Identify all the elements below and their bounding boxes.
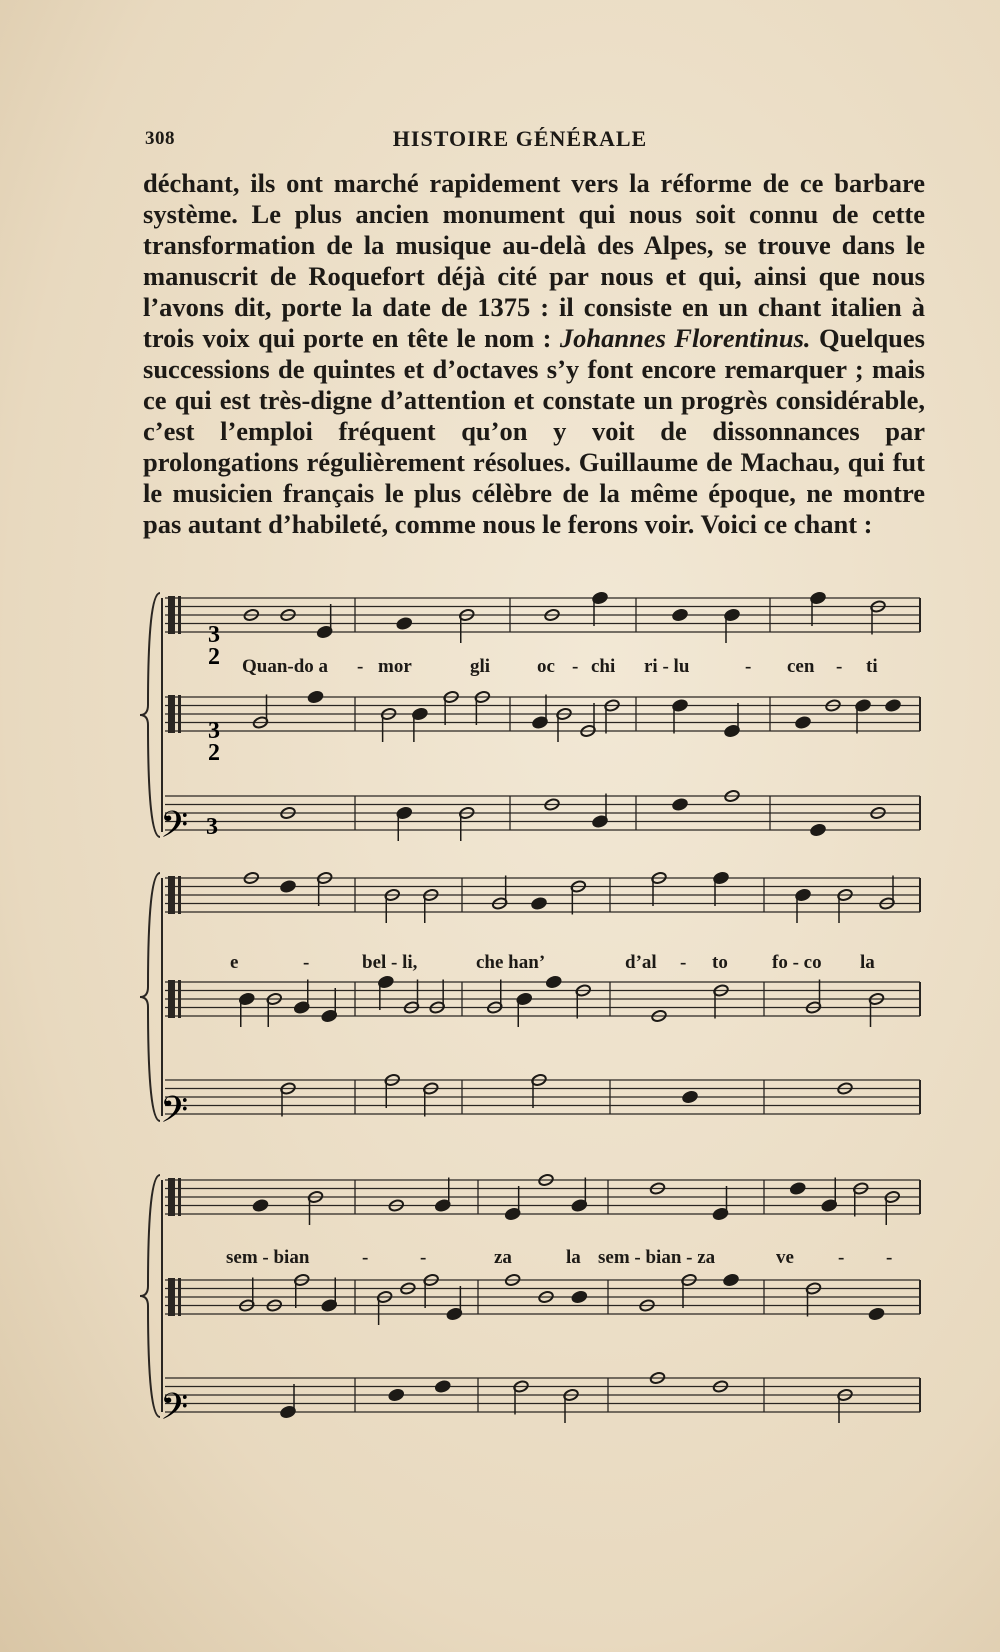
note-head: [723, 1273, 739, 1286]
body-text-before: déchant, ils ont marché rapidement vers la réforme de ce barbare système. Le plus ancien monument qui nous soit connu de cette transformation de la musique au-delà des Alpes, se trouve dans le manuscrit de Roquefort déjà cité par nous et qui, ainsi que nous l’avons dit, porte la date de 1375 : il consiste en un chant italien à trois voix qui porte en tête le nom :: [143, 168, 925, 353]
lyric: mor: [378, 656, 412, 677]
lyric: d’al: [625, 952, 657, 973]
lyric: la: [566, 1247, 581, 1268]
lyric: -: [886, 1247, 893, 1268]
c-clef-icon: [168, 695, 175, 733]
lyric: fo - co: [772, 952, 822, 973]
lyric: -: [838, 1247, 845, 1268]
c-clef-icon: [178, 1278, 181, 1316]
c-clef-icon: [178, 876, 181, 914]
note-head: [885, 699, 901, 712]
lyric: Quan-do a: [242, 656, 329, 677]
lyric: ve: [776, 1247, 794, 1268]
lyric: -: [362, 1247, 369, 1268]
note-head: [795, 716, 811, 729]
lyric: e: [230, 952, 239, 973]
c-clef-icon: [168, 1178, 175, 1216]
c-clef-icon: [168, 876, 175, 914]
staff-lines: [140, 593, 920, 1417]
time-signature-top: 3: [208, 622, 220, 648]
note-head: [546, 975, 562, 988]
c-clef-icon: [168, 596, 175, 634]
system-brace: [140, 1175, 160, 1417]
note-head: [252, 1199, 268, 1212]
page-number: 308: [145, 128, 175, 149]
note-head: [672, 798, 688, 811]
lyric: to: [712, 952, 728, 973]
lyric: chi: [591, 656, 616, 677]
lyric: -: [420, 1247, 427, 1268]
note-head: [531, 897, 547, 910]
bass-clef-icon: 𝄢: [160, 1387, 189, 1436]
c-clef-icon: [178, 980, 181, 1018]
system-brace: [140, 873, 160, 1121]
lyric: -: [680, 952, 687, 973]
note-head: [790, 1182, 806, 1195]
note-head: [868, 1307, 884, 1320]
lyric: -: [572, 656, 579, 677]
note-head: [682, 1090, 698, 1103]
time-signature-top: 3: [206, 814, 218, 840]
lyric: -: [745, 656, 752, 677]
lyric: -: [836, 656, 843, 677]
title-italic: Johannes Florentinus.: [559, 323, 811, 353]
note-head: [435, 1380, 451, 1393]
system-brace: [140, 593, 160, 837]
note-head: [396, 617, 412, 630]
note-head: [388, 1388, 404, 1401]
lyric: gli: [470, 656, 491, 677]
lyric: za: [494, 1247, 512, 1268]
bass-clef-icon: 𝄢: [160, 805, 189, 854]
lyric: oc: [537, 656, 555, 677]
time-signature-top: 3: [208, 718, 220, 744]
bass-clef-icon: 𝄢: [160, 1090, 189, 1139]
lyric: sem - bian: [226, 1247, 310, 1268]
lyric: che han’: [476, 952, 546, 973]
time-signature-bottom: 2: [208, 644, 220, 670]
note-head: [307, 690, 323, 703]
note-head: [280, 880, 296, 893]
c-clef-icon: [168, 1278, 175, 1316]
body-text-after: Quelques successions de quintes et d’octaves s’y font encore remarquer ; mais ce qui est très-digne d’attention et constate un progrès considérable, c’est l’emploi fréquent qu’on y voit de dissonnances par prolongations régulièrement résolues. Guillaume de Machau, qui fut le musicien français le plus célèbre de la même époque, ne montre pas autant d’habileté, comme nous le ferons voir. Voici ce chant :: [143, 323, 925, 539]
c-clef-icon: [178, 1178, 181, 1216]
c-clef-icon: [178, 695, 181, 733]
lyric: ri - lu: [644, 656, 690, 677]
note-head: [672, 608, 688, 621]
lyric: cen: [787, 656, 815, 677]
running-head: HISTOIRE GÉNÉRALE: [392, 126, 648, 151]
c-clef-icon: [168, 980, 175, 1018]
lyric: ti: [866, 656, 878, 677]
c-clef-icon: [178, 596, 181, 634]
lyric: -: [303, 952, 310, 973]
lyric: bel - li,: [362, 952, 418, 973]
lyric: la: [860, 952, 875, 973]
lyric: sem - bian - za: [598, 1247, 716, 1268]
note-head: [810, 823, 826, 836]
lyric: -: [357, 656, 364, 677]
note-head: [571, 1290, 587, 1303]
time-signature-bottom: 2: [208, 740, 220, 766]
